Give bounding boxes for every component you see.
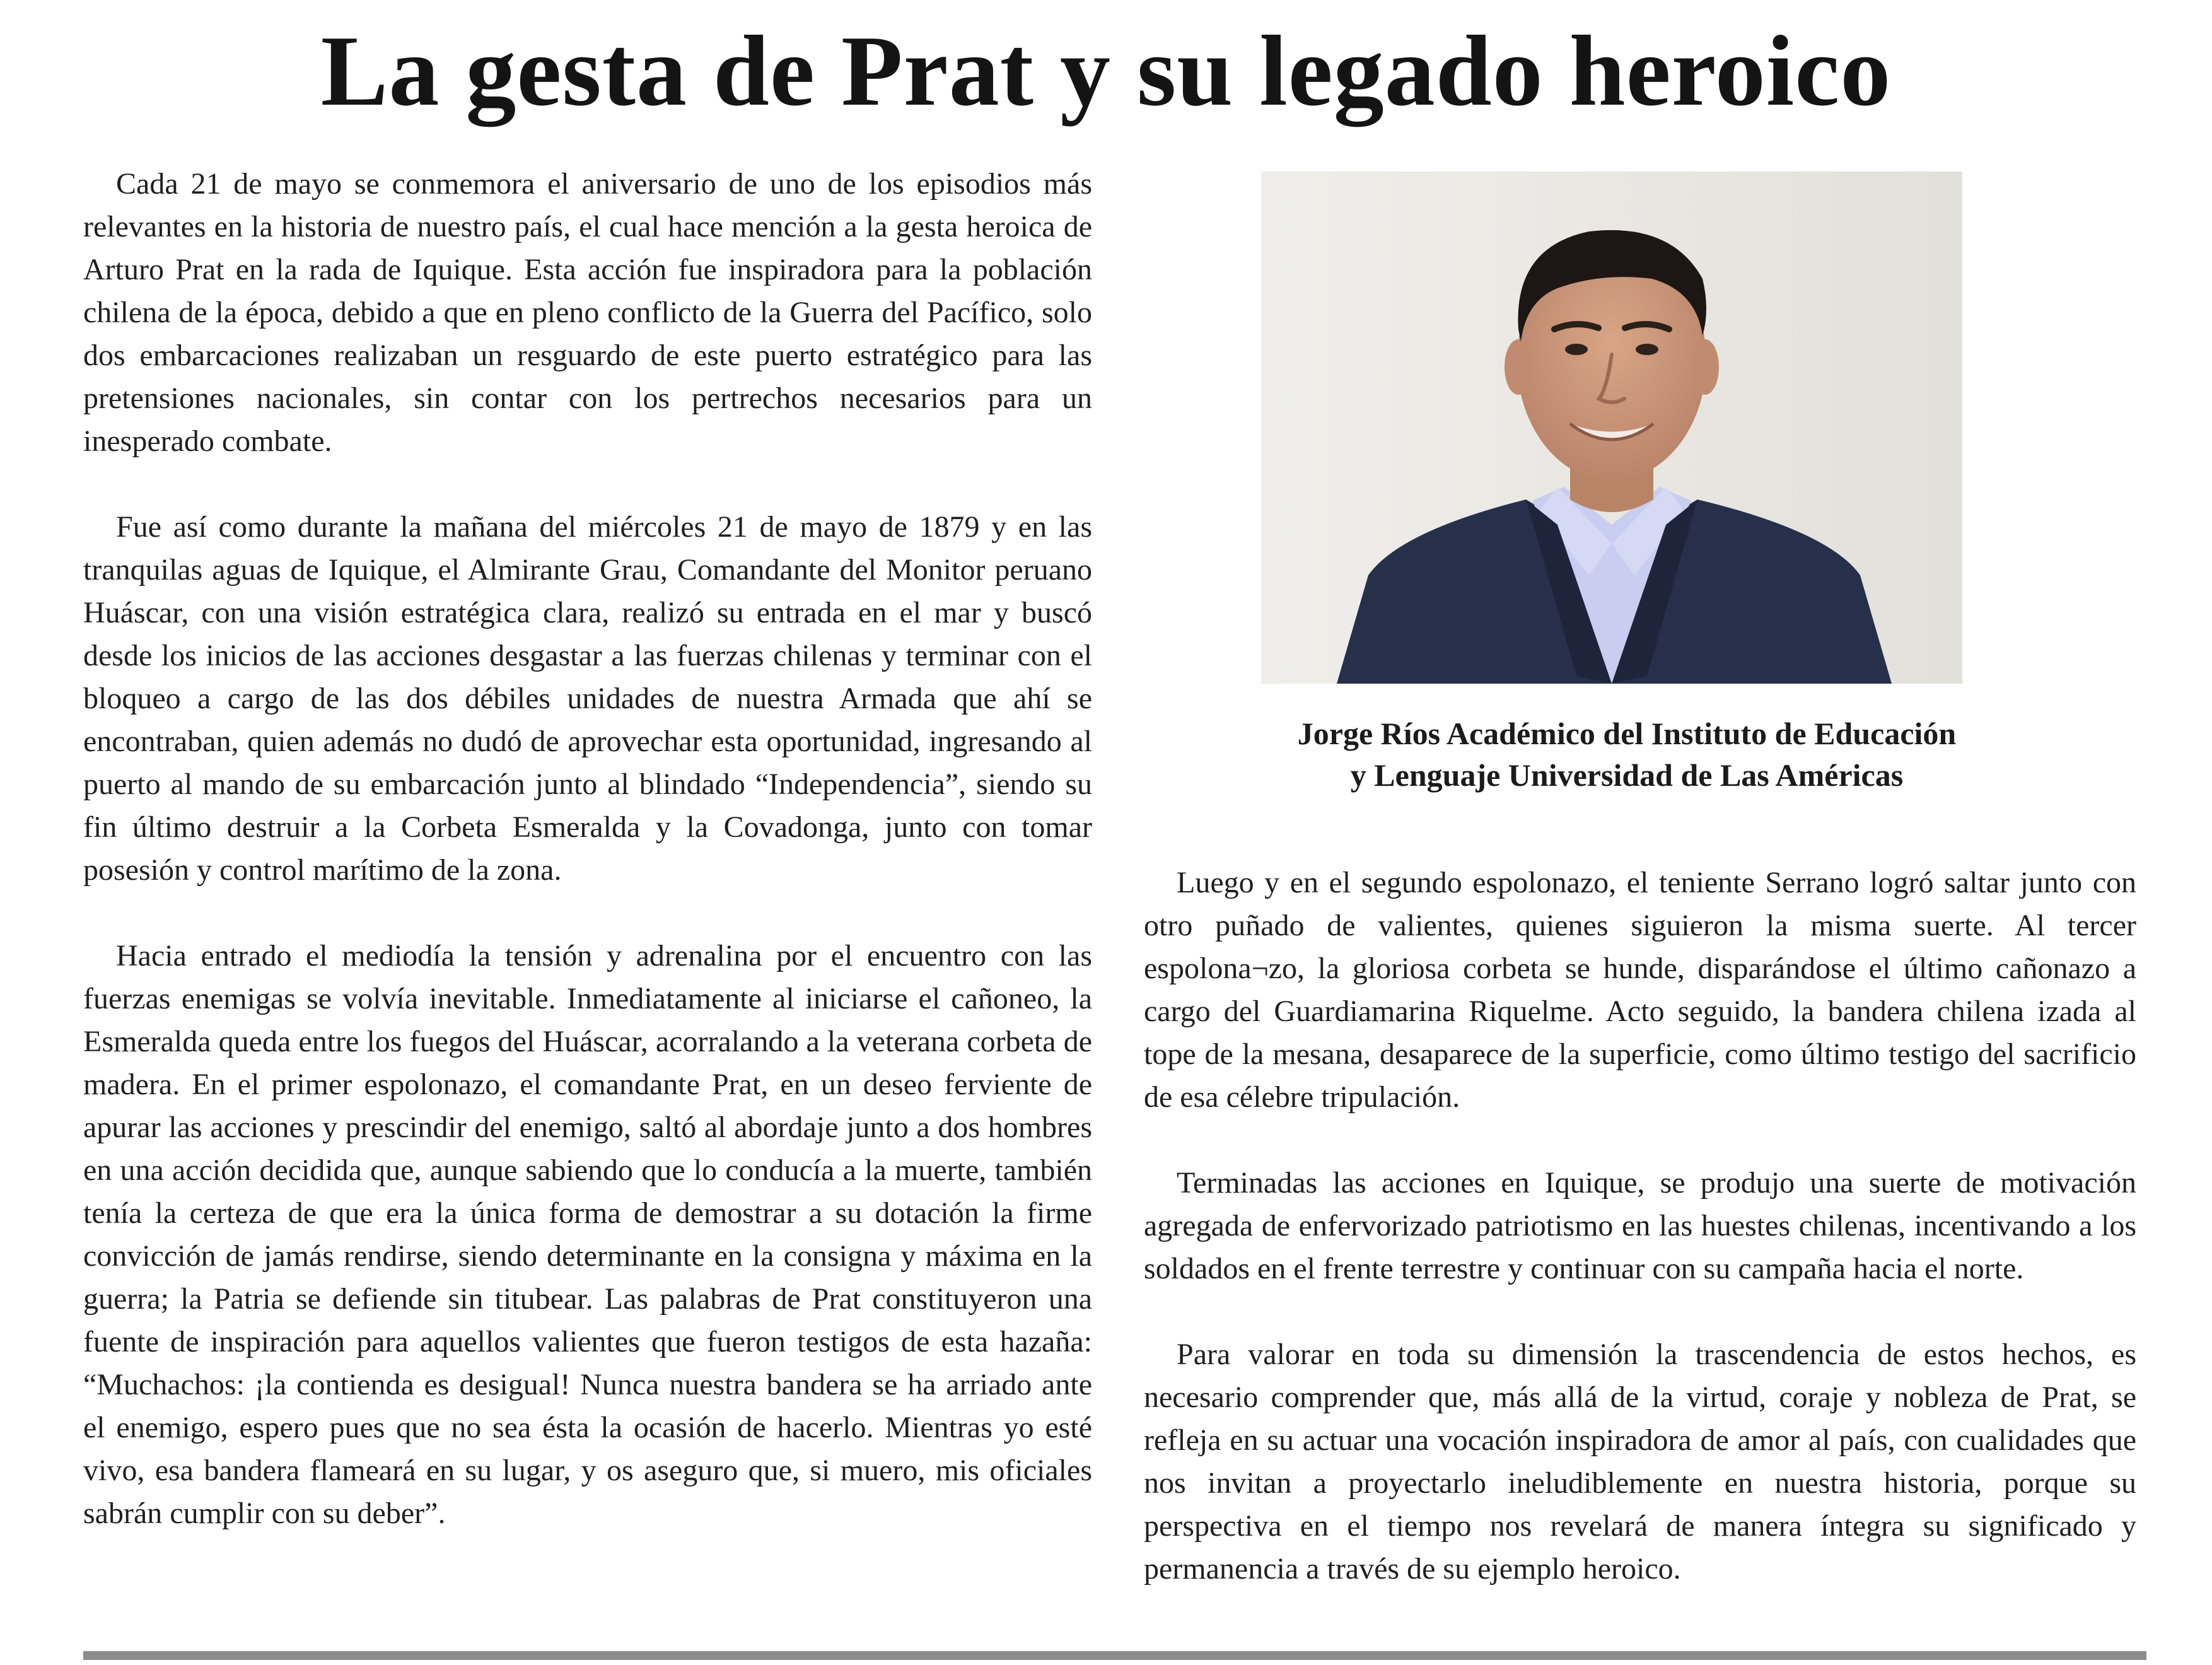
bottom-divider bbox=[83, 1651, 2146, 1660]
article-headline: La gesta de Prat y su legado heroico bbox=[320, 15, 1892, 127]
paragraph: Luego y en el segundo espolonazo, el teniente Serrano logró saltar junto con otro puñado de valientes, quienes siguieron la misma suerte. Al tercer espolona¬zo, la gloriosa corbeta se hunde, disparándose el último cañonazo a cargo del Guardiamarina Riquelme. Acto seguido, la bandera chilena izada al tope de la mesana, desaparece de la superficie, como último testigo del sacrificio de esa célebre tripulación. bbox=[1144, 866, 2136, 1114]
caption-line: y Lenguaje Universidad de Las Américas bbox=[1350, 757, 1904, 793]
author-portrait-illustration bbox=[1261, 172, 1962, 684]
right-column bbox=[1144, 862, 2136, 1591]
left-column bbox=[83, 163, 1092, 1535]
paragraph: Terminadas las acciones en Iquique, se produjo una suerte de motivación agregada de enfervorizado patriotismo en las huestes chilenas, incentivando a los soldados en el frente terrestre y continuar con su campaña hacia el norte. bbox=[1144, 1166, 2136, 1285]
paragraph: Hacia entrado el mediodía la tensión y adrenalina por el encuentro con las fuerzas enemigas se volvía inevitable. Inmediatamente al iniciarse el cañoneo, la Esmeralda queda entre los fuegos del Huáscar, acorralando a la veterana corbeta de madera. En el primer espolonazo, el comandante Prat, en un deseo ferviente de apurar las acciones y prescindir del enemigo, saltó al abordaje junto a dos hombres en una acción decidida que, aunque sabiendo que lo conducía a la muerte, también tenía la certeza de que era la única forma de demostrar a su dotación la firme convicción de jamás rendirse, siendo determinante en la consigna y máxima en la guerra; la Patria se defiende sin titubear. Las palabras de Prat constituyeron una fuente de inspiración para aquellos valientes que fueron testigos de esta hazaña: “Muchachos: ¡la contienda es desigual! Nunca nuestra bandera se ha arriado ante el enemigo, espero pues que no sea ésta la ocasión de hacerlo. Mientras yo esté vivo, esa bandera flameará en su lugar, y os aseguro que, si muero, mis oficiales sabrán cumplir con su deber”. bbox=[83, 939, 1092, 1530]
paragraph: Para valorar en toda su dimensión la trascendencia de estos hechos, es necesario comprender que, más allá de la virtud, coraje y nobleza de Prat, se refleja en su actuar una vocación inspiradora de amor al país, con cualidades que nos invitan a proyectarlo ineludiblemente en nuestra historia, porque su perspectiva en el tiempo nos revelará de manera íntegra su significado y permanencia a través de su ejemplo heroico. bbox=[1144, 1338, 2136, 1586]
caption-line: Jorge Ríos Académico del Instituto de Educación bbox=[1297, 716, 1957, 751]
paragraph: Cada 21 de mayo se conmemora el aniversario de uno de los episodios más relevantes en la historia de nuestro país, el cual hace mención a la gesta heroica de Arturo Prat en la rada de Iquique. Esta acción fue inspiradora para la población chilena de la época, debido a que en pleno conflicto de la Guerra del Pacífico, solo dos embarcaciones realizaban un resguardo de este puerto estratégico para las pretensiones nacionales, sin contar con los pertrechos necesarios para un inesperado combate. bbox=[83, 167, 1092, 458]
photo-caption bbox=[1167, 713, 2087, 796]
paragraph: Fue así como durante la mañana del miércoles 21 de mayo de 1879 y en las tranquilas aguas de Iquique, el Almirante Grau, Comandante del Monitor peruano Huáscar, con una visión estratégica clara, realizó su entrada en el mar y buscó desde los inicios de las acciones desgastar a las fuerzas chilenas y terminar con el bloqueo a cargo de las dos débiles unidades de nuestra Armada que ahí se encontraban, quien además no dudó de aprovechar esta oportunidad, ingresando al puerto al mando de su embarcación junto al blindado “Independencia”, siendo su fin último destruir a la Corbeta Esmeralda y la Covadonga, junto con tomar posesión y control marítimo de la zona. bbox=[83, 510, 1092, 887]
author-photo bbox=[1261, 172, 1962, 684]
